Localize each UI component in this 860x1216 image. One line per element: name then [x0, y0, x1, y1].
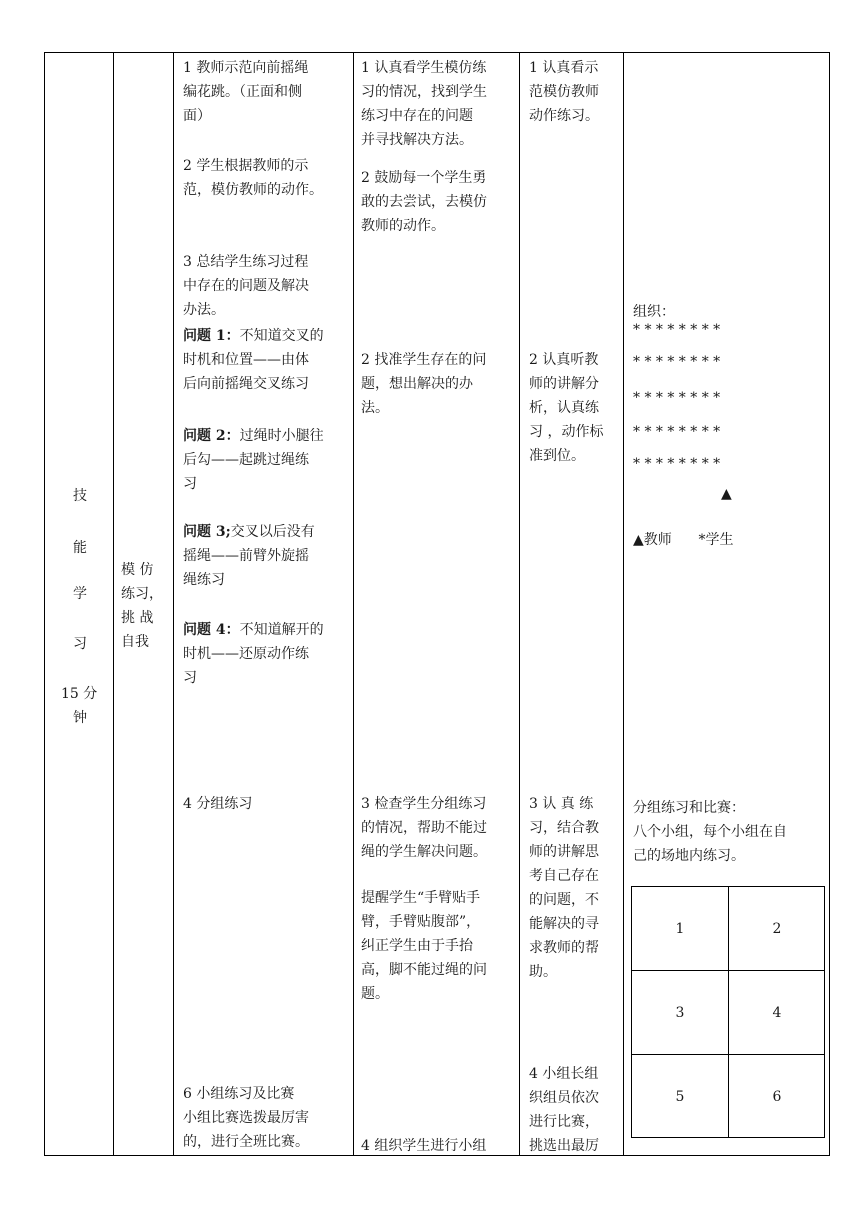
content-line: 摇绳——前臂外旋摇: [183, 548, 309, 564]
teacher-line: 习的情况，找到学生: [361, 84, 487, 100]
teacher-line: 敢的去尝试，去模仿: [361, 194, 487, 210]
content-line: 的，进行全班比赛。: [183, 1134, 309, 1150]
student-line: 习，结合教: [529, 820, 599, 836]
student-line: 求教师的帮: [529, 940, 599, 956]
problem-text: 不知道交叉的: [239, 328, 324, 344]
student-line: 助。: [529, 964, 557, 980]
content-line: 6 小组练习及比赛: [183, 1086, 295, 1102]
student-line: 动作练习。: [529, 108, 599, 124]
teacher-line: 教师的动作。: [361, 218, 445, 234]
teacher-line: 提醒学生“手臂贴手: [361, 890, 481, 906]
teacher-line: 4 组织学生进行小组: [361, 1138, 487, 1154]
teacher-line: 高，脚不能过绳的问: [361, 962, 487, 978]
student-line: 3 认 真 练: [529, 796, 594, 812]
teacher-line: 并寻找解决方法。: [361, 132, 473, 148]
teacher-line: 法。: [361, 400, 389, 416]
group-area-3: 3: [675, 1004, 685, 1021]
student-line: 4 小组长组: [529, 1066, 599, 1082]
problem-label: 问题 1：: [183, 328, 240, 344]
teacher-line: 2 找准学生存在的问: [361, 352, 487, 368]
content-line: 3 总结学生练习过程: [183, 254, 309, 270]
column-divider: [113, 53, 114, 1155]
problem-2: [183, 425, 324, 447]
problem-text: 交叉以后没有: [230, 524, 315, 540]
teacher-line: 1 认真看学生模仿练: [361, 60, 487, 76]
section-title-char: 学: [73, 586, 87, 602]
problem-label: 问题 4：: [183, 622, 240, 638]
group-desc: 己的场地内练习。: [633, 848, 745, 864]
column-divider: [173, 53, 174, 1155]
method-line: 自我: [121, 634, 149, 650]
student-line: 范模仿教师: [529, 84, 599, 100]
group-area-2: 2: [772, 920, 782, 937]
content-line: 面）: [183, 108, 211, 124]
student-line: 挑选出最厉: [529, 1138, 599, 1154]
group-area-6: 6: [772, 1088, 782, 1105]
section-title-char: 技: [73, 488, 87, 504]
group-title: 分组练习和比赛：: [633, 800, 745, 816]
teacher-line: 题，想出解决的办: [361, 376, 473, 392]
method-line: 练习，: [121, 586, 163, 602]
student-line: 析，认真练: [529, 400, 599, 416]
method-line: 挑 战: [121, 610, 154, 626]
content-line: 绳练习: [183, 572, 225, 588]
group-area-5: 5: [675, 1088, 685, 1105]
content-line: 后勾——起跳过绳练: [183, 452, 309, 468]
teacher-line: 2 鼓励每一个学生勇: [361, 170, 487, 186]
organization-label: 组织：: [633, 304, 675, 320]
problem-text: 过绳时小腿往: [239, 428, 324, 444]
content-line: 2 学生根据教师的示: [183, 158, 309, 174]
method-line: 模 仿: [121, 562, 154, 578]
problem-label: 问题 2：: [183, 428, 240, 444]
problem-1: [183, 325, 324, 347]
student-line: 的问题，不: [529, 892, 599, 908]
content-line: 编花跳。（正面和侧: [183, 84, 302, 100]
student-line: 1 认真看示: [529, 60, 599, 76]
student-formation-row: * * * * * * * *: [633, 354, 721, 370]
content-line: 小组比赛选拨最厉害: [183, 1110, 309, 1126]
group-area-1: 1: [675, 920, 685, 937]
content-line: 后向前摇绳交叉练习: [183, 376, 309, 392]
problem-3: [183, 521, 315, 543]
student-formation-row: * * * * * * * *: [633, 322, 721, 338]
student-formation-row: * * * * * * * *: [633, 456, 721, 472]
teacher-line: 纠正学生由于手抬: [361, 938, 473, 954]
column-divider: [353, 53, 354, 1155]
column-divider: [623, 53, 624, 1155]
section-title-char: 习: [73, 636, 87, 652]
problem-label: 问题 3;: [183, 524, 231, 540]
student-line: 准到位。: [529, 448, 585, 464]
content-line: 办法。: [183, 302, 225, 318]
student-line: 2 认真听教: [529, 352, 599, 368]
student-line: 进行比赛，: [529, 1114, 599, 1130]
content-line: 时机和位置——由体: [183, 352, 309, 368]
student-line: 师的讲解思: [529, 844, 599, 860]
teacher-line: 3 检查学生分组练习: [361, 796, 487, 812]
student-line: 能解决的寻: [529, 916, 599, 932]
content-line: 习: [183, 670, 197, 686]
section-time: 15 分: [61, 686, 98, 702]
student-line: 考自己存在: [529, 868, 599, 884]
teacher-line: 练习中存在的问题: [361, 108, 473, 124]
group-area-4: 4: [772, 1004, 782, 1021]
student-formation-row: * * * * * * * *: [633, 390, 721, 406]
teacher-line: 的情况，帮助不能过: [361, 820, 487, 836]
content-line: 习: [183, 476, 197, 492]
teacher-line: 绳的学生解决问题。: [361, 844, 487, 860]
content-line: 4 分组练习: [183, 796, 253, 812]
section-time-unit: 钟: [73, 710, 87, 726]
section-title-char: 能: [73, 540, 87, 556]
problem-4: [183, 619, 324, 641]
formation-legend: ▲教师 *学生: [633, 532, 734, 548]
group-desc: 八个小组，每个小组在自: [633, 824, 787, 840]
teacher-line: 题。: [361, 986, 389, 1002]
group-area-grid: [631, 886, 825, 1138]
column-divider: [519, 53, 520, 1155]
teacher-line: 臂，手臂贴腹部”，: [361, 914, 481, 930]
student-line: 织组员依次: [529, 1090, 599, 1106]
student-line: 师的讲解分: [529, 376, 599, 392]
problem-text: 不知道解开的: [239, 622, 324, 638]
student-line: 习 ，动作标: [529, 424, 604, 440]
teacher-position-icon: ▲: [721, 486, 732, 502]
content-line: 中存在的问题及解决: [183, 278, 309, 294]
student-formation-row: * * * * * * * *: [633, 424, 721, 440]
content-line: 时机——还原动作练: [183, 646, 309, 662]
content-line: 范，模仿教师的动作。: [183, 182, 323, 198]
content-line: 1 教师示范向前摇绳: [183, 60, 309, 76]
